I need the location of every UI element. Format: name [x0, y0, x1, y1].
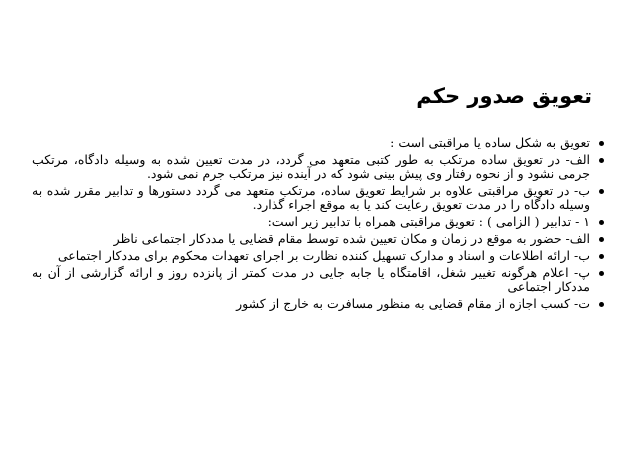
- bullet-dot-icon: [599, 302, 604, 307]
- bullet-text: ت- کسب اجازه از مقام قضایی به منظور مسافرت به خارج از کشور: [236, 296, 590, 311]
- bullet-dot-icon: [599, 158, 604, 163]
- bullet-text: الف- حضور به موقع در زمان و مکان تعیین شده توسط مقام قضایی یا مددکار اجتماعی ناظر: [113, 231, 590, 246]
- bullet-item: [32, 266, 604, 294]
- slide-title: تعویق صدور حکم: [416, 84, 592, 108]
- bullet-text: ب- ارائه اطلاعات و اسناد و مدارک تسهیل کننده نظارت بر اجرای تعهدات محکوم برای مددکار اجتماعی: [57, 248, 590, 263]
- bullet-list: [32, 136, 604, 314]
- bullet-item: [32, 297, 604, 311]
- bullet-item: [32, 136, 604, 150]
- bullet-dot-icon: [599, 254, 604, 259]
- bullet-dot-icon: [599, 189, 604, 194]
- bullet-item: [32, 249, 604, 263]
- bullet-item: [32, 232, 604, 246]
- bullet-text: تعویق به شکل ساده یا مراقبتی است :: [390, 135, 590, 150]
- bullet-dot-icon: [599, 271, 604, 276]
- bullet-text: ۱ - تدابیر ( الزامی ) : تعویق مراقبتی همراه با تدابیر زیر است:: [267, 214, 590, 229]
- bullet-text: پ- اعلام هرگونه تغییر شغل، اقامتگاه یا جابه جایی در مدت کمتر از پانزده روز و ارائه گزارشی از آن به مددکار اجتماعی: [32, 265, 590, 294]
- bullet-item: [32, 215, 604, 229]
- bullet-dot-icon: [599, 237, 604, 242]
- bullet-item: [32, 184, 604, 212]
- bullet-item: [32, 153, 604, 181]
- bullet-text: ب- در تعویق مراقبتی علاوه بر شرایط تعویق ساده، مرتکب متعهد می گردد دستورها و تدابیر مقرر شده به وسیله دادگاه را در مدت تعویق رعایت کند یا به موقع اجراء گذارد.: [32, 183, 590, 212]
- bullet-text: الف- در تعویق ساده مرتکب به طور کتبی متعهد می گردد، در مدت تعیین شده به وسیله دادگاه، مرتکب جرمی نشود و از نحوه رفتار وی پیش بینی شود که در آینده نیز مرتکب جرم نمی شود.: [32, 152, 590, 181]
- bullet-dot-icon: [599, 141, 604, 146]
- bullet-dot-icon: [599, 220, 604, 225]
